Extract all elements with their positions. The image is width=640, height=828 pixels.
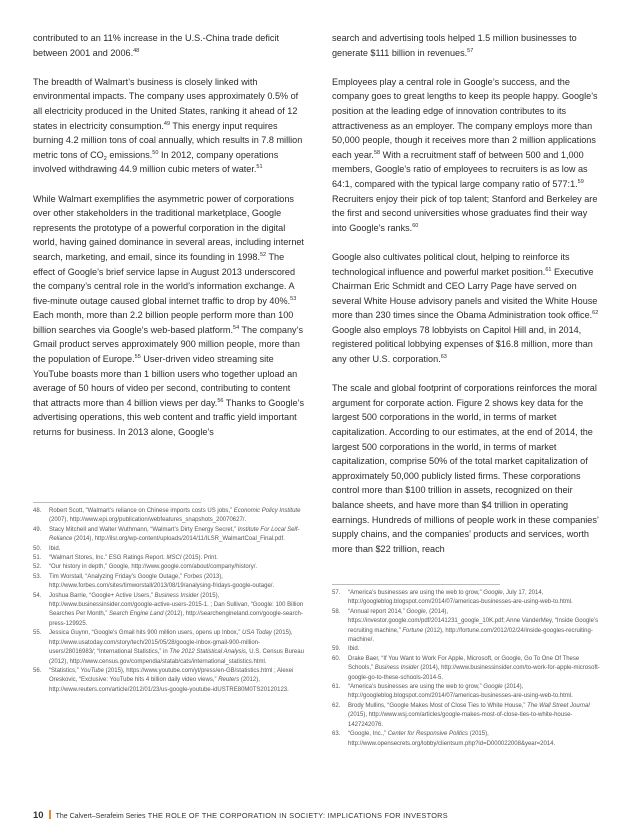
italic-title: Google — [483, 590, 503, 596]
text-run: “Annual report 2014,” — [348, 608, 407, 615]
text-run: (2015), http://www.businessinsider.com/google-active-users-2015-1. ; Dan Sullivan, “Google: 100 Billion Searches Per Month,” — [49, 592, 304, 618]
footnote-number: 49. — [33, 526, 42, 533]
footnote-number: 56. — [33, 667, 42, 674]
footnote-ref: 62 — [592, 310, 599, 317]
footnote-text — [49, 545, 305, 554]
body-paragraph — [33, 75, 305, 177]
footnote-number: 60. — [332, 655, 341, 662]
text-run: Thanks to Google’s advertising operations, this web content and traffic yield important returns for business. In 2013 alone, Google’s — [33, 397, 305, 438]
italic-title: YouTube — [80, 667, 104, 674]
text-run: Tim Worstall, “Analyzing Friday’s Google Outage,” — [49, 573, 184, 580]
text-run: “America’s businesses are using the web to grow,” — [348, 684, 484, 691]
footnote-text — [49, 554, 305, 563]
footer-divider — [49, 810, 51, 819]
body-paragraph — [332, 381, 604, 556]
italic-title: Business Insider — [154, 592, 199, 599]
left-footnotes — [33, 507, 305, 695]
left-column-body — [33, 31, 305, 454]
body-paragraph — [332, 250, 604, 367]
italic-title: Search Engine Land — [109, 611, 164, 618]
text-run: Ibid. — [49, 545, 61, 552]
text-run: “Google, Inc.,” — [348, 731, 388, 738]
footnote — [33, 629, 305, 667]
report-title: THE ROLE OF THE CORPORATION IN SOCIETY: IMPLICATIONS FOR INVESTORS — [147, 811, 448, 820]
footnote-ref: 60 — [412, 222, 419, 229]
text-run: Each month, more than 2.2 billion people perform more than 100 billion searches via Google’s web-based platform. — [33, 310, 294, 335]
footnote — [332, 589, 604, 608]
body-paragraph — [33, 192, 305, 440]
text-run: “Statistics,” — [49, 667, 81, 674]
text-run: The company’s Gmail product serves approximately 900 million people, more than the population of Europe. — [33, 324, 304, 365]
text-run: The breadth of Walmart’s business is closely linked with environmental impacts. The company uses approximately 0.5% of all electricity produced in the United States, ranking it ahead of 12 states in electricity consumption. — [33, 76, 299, 131]
footnote — [332, 645, 604, 654]
right-footnotes — [332, 589, 604, 749]
footnote — [33, 526, 305, 545]
italic-title: Google — [406, 608, 426, 615]
italic-title: Center for Responsive Politics — [387, 731, 469, 738]
footnote-text — [49, 507, 305, 526]
italic-title: Reuters — [218, 677, 240, 684]
footnote-text — [348, 702, 604, 730]
text-run: In 2012, company operations involved withdrawing 44.9 million cubic meters of water. — [33, 149, 279, 175]
footnote-ref: 54 — [233, 324, 240, 331]
footnote — [33, 563, 305, 572]
footnote-text — [49, 563, 305, 572]
italic-title: MSCI — [166, 555, 182, 562]
text-run: Executive Chairman Eric Schmidt and CEO Larry Page have served on several White House advisory panels and visited the White House more than 230 times since the Obama Administration took office. — [332, 266, 598, 321]
footnote-text — [49, 592, 305, 630]
footnote — [332, 730, 604, 749]
footnote-number: 55. — [33, 630, 42, 637]
page-number: 10 — [33, 810, 44, 821]
text-run: “America’s businesses are using the web to grow,” — [348, 590, 484, 596]
footnote — [33, 573, 305, 592]
text-run: (2015), http://www.opensecrets.org/lobby/clientsum.php?id=D000022008&year=2014. — [348, 731, 556, 747]
text-run: Joshua Barrie, “Google+ Active Users,” — [49, 592, 155, 599]
footnote-number: 52. — [33, 564, 42, 571]
text-run: Brody Mullins, “Google Makes Most of Close Ties to White House,” — [348, 702, 528, 709]
text-run: (2015). Print. — [181, 555, 218, 562]
footnote-number: 58. — [332, 608, 341, 615]
footnote-number: 57. — [332, 590, 341, 596]
footnote-ref: 61 — [545, 266, 552, 273]
footnote-text — [348, 683, 604, 702]
text-run: (2012), http://fortune.com/2012/02/24/inside-googles-recruiting-machine/. — [348, 627, 593, 644]
text-run: The scale and global footprint of corporations reinforces the moral argument for corporate action. Figure 2 shows key data for the largest 500 corporations in the world, in terms of market capitalization. According to our estimates, at the end of 2014, the largest 500 corporations in the world, in terms of market capitalization, comprise 50% of the total market capitalization of approximately 50,000 publicly listed firms. These corporations control more than $100 trillion in assets, recognized on their balance sheets, and have more than $4 trillion in operating earnings. Hundreds of millions of people work in these companies’ supply chains, and the companies’ products and services, worth more than $22 trillion, reach — [332, 383, 599, 554]
footnote-text — [348, 730, 604, 749]
text-run: “Walmart Stores, Inc.” ESG Ratings Report. — [49, 555, 167, 562]
italic-title: Forbes — [183, 573, 203, 580]
text-run: Robert Scott, “Walmart’s reliance on Chinese imports costs US jobs,” — [49, 508, 234, 514]
text-run: (2012), http://searchengineland.com/google-search-press-129925. — [49, 611, 303, 627]
text-run: emissions. — [106, 149, 153, 160]
footnote-ref: 56 — [217, 397, 224, 404]
text-run: Google also employs 78 lobbyists on Capitol Hill and, in 2014, registered political lobbying expenses of $16.8 million, more than any other U.S. corporation. — [332, 324, 593, 365]
footnote-ref: 59 — [577, 178, 584, 185]
text-run: (2007), http://www.epi.org/publication/webfeatures_snapshots_20070627/. — [49, 517, 247, 524]
footnote-divider — [33, 502, 201, 503]
footnote — [332, 683, 604, 702]
footnote — [33, 667, 305, 695]
italic-title: Institute For Local Self-Reliance — [49, 526, 300, 543]
right-column-body — [332, 31, 604, 571]
italic-title: Fortune — [402, 627, 424, 634]
footnote-number: 53. — [33, 573, 42, 580]
footnote-text — [348, 655, 604, 683]
text-run: While Walmart exemplifies the asymmetric power of corporations over other stakeholders in the traditional marketplace, Google represents the prototype of a powerful corporation in the digital world, having gained dominance in several areas, including internet search, marketing, and email, since its founding in 1998. — [33, 193, 304, 262]
body-paragraph — [33, 31, 305, 60]
footnote-number: 48. — [33, 508, 42, 514]
text-run: , (2014), https://investor.google.com/pdf/20141231_google_10K.pdf; Anne VanderMey, “Inside Google’s recruiting machine,” — [348, 608, 599, 634]
text-run: Google also cultivates political clout, helping to reinforce its technological influence and powerful market position. — [332, 251, 570, 277]
footnote-text — [49, 573, 305, 592]
footnote-text — [49, 667, 305, 695]
text-run: (2015), http://www.usatoday.com/story/tech/2015/05/28/google-inbox-gmail-900-million-users/28016983/; “International Statistics,” in — [49, 630, 293, 656]
page-footer — [33, 810, 448, 821]
body-paragraph — [332, 75, 604, 236]
footnote-number: 50. — [33, 545, 42, 552]
footnote — [332, 655, 604, 683]
footnote-ref: 50 — [152, 149, 159, 156]
footnote-number: 54. — [33, 592, 42, 599]
footnote — [33, 554, 305, 563]
footnote-text — [49, 629, 305, 667]
italic-title: The 2012 Statistical Analysis — [169, 649, 246, 656]
italic-title: Business Insider — [374, 665, 419, 672]
text-run: , July 17, 2014, http://googleblog.blogspot.com/2014/07/americas-businesses-are-using-web-to.html. — [348, 590, 573, 606]
footnote-ref: 53 — [290, 295, 297, 302]
text-run: , U.S. Census Bureau (2012), http://www.census.gov/compendia/statab/cats/international_statistics.html. — [49, 649, 304, 665]
footnote — [33, 592, 305, 630]
footnote — [332, 608, 604, 646]
subscript: 2 — [103, 155, 107, 162]
text-run: (2015), http://www.wsj.com/articles/google-makes-most-of-close-ties-to-white-house-1427242076. — [348, 712, 573, 728]
text-run: (2014), http://ilsr.org/wp-content/uploads/2014/11/ILSR_WalmartCoal_Final.pdf. — [72, 536, 285, 543]
footnote-ref: 52 — [259, 251, 267, 258]
body-paragraph — [332, 31, 604, 60]
italic-title: Economic Policy Institute — [233, 508, 301, 514]
text-run: Stacy Mitchell and Walter Wuthmann, “Walmart’s Dirty Energy Secret,” — [49, 526, 238, 533]
footnote-text — [348, 589, 604, 608]
footnote-number: 61. — [332, 684, 341, 691]
text-run: Ibid. — [348, 646, 360, 653]
text-run: (2015), https://www.youtube.com/yt/press/en-GB/statistics.html ; Alexei Oreskovic, “Exclusive: YouTube hits 4 billion daily video views,” — [49, 667, 294, 684]
footnote-ref: 49 — [163, 120, 171, 127]
footnote-ref: 63 — [440, 354, 447, 361]
italic-title: Google — [483, 684, 503, 691]
footnote-ref: 51 — [256, 164, 263, 171]
footnote-ref: 57 — [467, 47, 474, 54]
text-run: (2013), http://www.forbes.com/sites/timworstall/2013/08/19/analysing-fridays-google-outage/. — [49, 573, 275, 590]
text-run: Jessica Guynn, “Google’s Gmail hits 900 million users, opens up Inbox,” — [49, 630, 242, 637]
text-run: (2014), http://www.businessinsider.com/to-work-for-apple-microsoft-google-go-to-these-schools-2014-5. — [348, 665, 600, 681]
footnote-text — [49, 526, 305, 545]
footnote-number: 62. — [332, 702, 341, 709]
footnote — [332, 702, 604, 730]
footnote-number: 59. — [332, 646, 341, 653]
footnote-ref: 55 — [134, 354, 141, 361]
text-run: search and advertising tools helped 1.5 million businesses to generate $111 billion in revenues. — [332, 33, 577, 58]
italic-title: The Wall Street Journal — [527, 702, 590, 709]
text-run: contributed to an 11% increase in the U.S.-China trade deficit between 2001 and 2006. — [33, 33, 280, 58]
text-run: Employees play a central role in Google’s success, and the company goes to great lengths to keep its people happy. Google’s position at the leading edge of innovation contributes to its attractiveness as an employer. The company employs more than 50,000 people, though it receives more than 2 million applications each year. — [332, 76, 598, 160]
footnote-divider — [332, 584, 500, 585]
text-run: “Our history in depth,” Google, http://www.google.com/about/company/history/. — [49, 564, 258, 571]
series-name: The Calvert–Serafeim Series — [55, 813, 146, 820]
text-run: Drake Baer, “If You Want to Work For Apple, Microsoft, or Google, Go To One Of These Schools,” — [348, 655, 580, 672]
text-run: With a recruitment staff of between 500 and 1,000 members, Google’s ratio of employees to recruiters is as low as 64:1, compared with the typical large company ratio of 577:1. — [332, 149, 588, 189]
text-run: Recruiters enjoy their pick of top talent; Stanford and Berkeley are the first and second universities whose graduates find their way into Google’s ranks. — [332, 193, 598, 233]
text-run: (2014), http://googleblog.blogspot.com/2014/07/americas-businesses-are-using-web-to.html. — [348, 684, 573, 700]
footnote-ref: 58 — [373, 149, 381, 156]
footnote — [33, 545, 305, 554]
italic-title: USA Today — [241, 630, 272, 637]
footnote-number: 63. — [332, 731, 341, 738]
footnote — [33, 507, 305, 526]
footnote-number: 51. — [33, 555, 42, 562]
text-run: (2012), http://www.reuters.com/article/2012/01/23/us-google-youtube-idUSTRE80M0TS20120123. — [49, 677, 289, 693]
text-run: This energy input requires burning 4.2 million tons of coal annually, which results in 7.8 million metric tons of CO — [33, 120, 303, 160]
footnote-text — [348, 608, 604, 646]
footnote-ref: 48 — [133, 47, 140, 54]
text-run: User-driven video streaming site YouTube boasts more than 1 billion users who together upload an average of 50 hours of video per second, contributing to content that attracts more than 4 billion views per day. — [33, 354, 298, 408]
text-run: The effect of Google’s brief service lapse in August 2013 underscored the company’s central role in the world’s information exchange. A five-minute outage caused global internet traffic to drop by 40%. — [33, 251, 296, 306]
footnote-text — [348, 645, 604, 654]
